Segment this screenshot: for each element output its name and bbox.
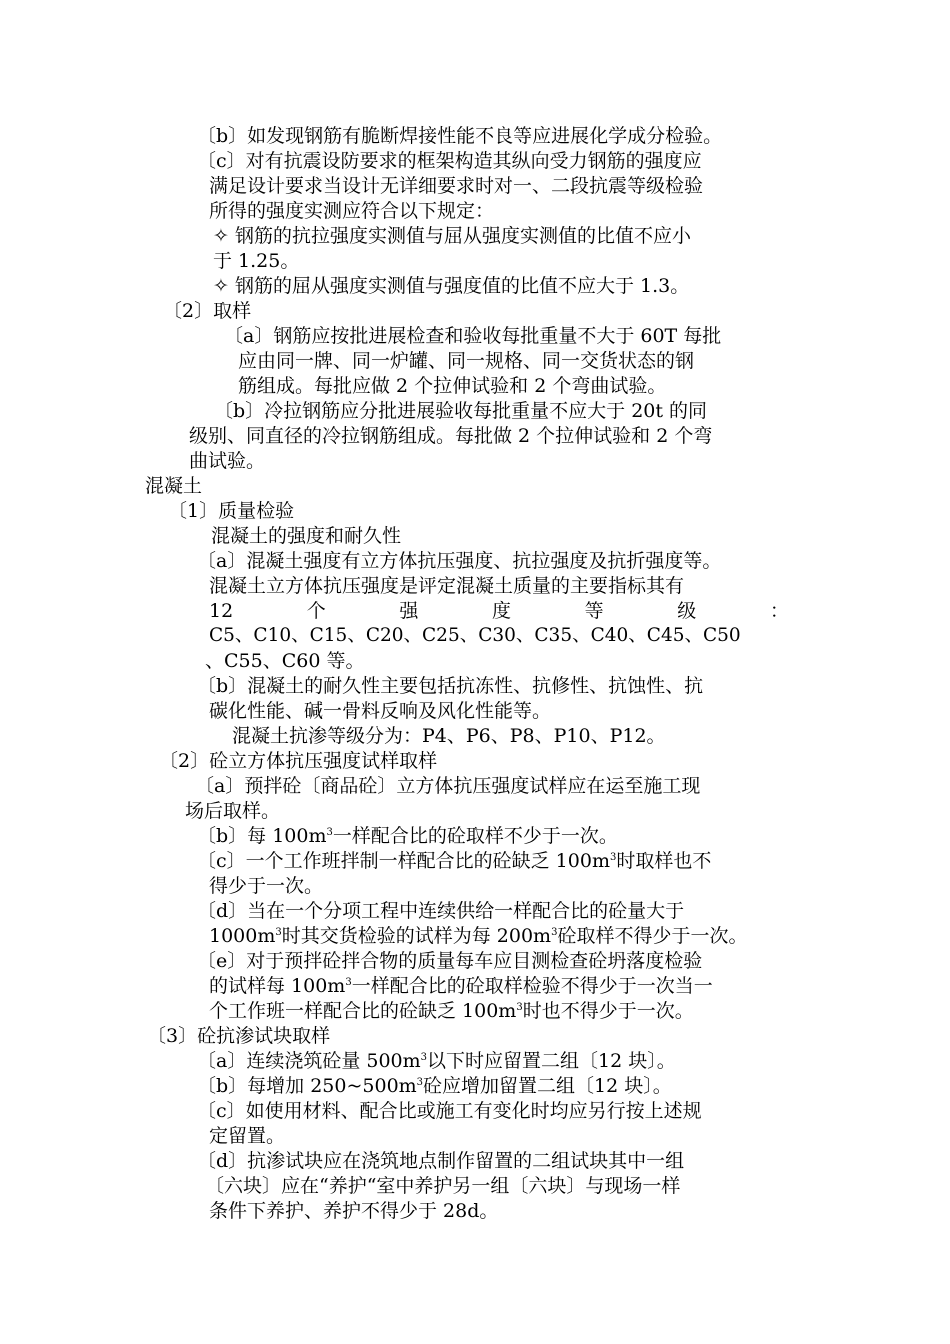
quality-subtitle: 混凝土的强度和耐久性 — [211, 525, 402, 547]
cube-e-line3 — [209, 999, 694, 1024]
text: 个工作班一样配合比的砼缺乏 100m — [209, 1000, 517, 1022]
text: 砼应增加留置二组〔12 块〕。 — [423, 1075, 672, 1097]
cube-a-line1: 〔a〕预拌砼〔商品砼〕立方体抗压强度试样应在运至施工现 — [195, 775, 701, 797]
cube-d-line2 — [209, 924, 747, 949]
sampling-b-line2: 级别、同直径的冷拉钢筋组成。每批做 2 个拉伸试验和 2 个弯 — [189, 425, 713, 447]
text: 〔a〕连续浇筑砼量 500m — [197, 1050, 421, 1072]
cube-e-line2 — [209, 974, 713, 999]
sampling-title: 〔2〕取样 — [163, 300, 252, 322]
sampling-b-line1: 〔b〕冷拉钢筋应分批进展验收每批重量不应大于 20t 的同 — [214, 400, 708, 422]
text: 1000m — [209, 925, 276, 947]
word: 级 — [677, 600, 697, 622]
text: 以下时应留置二组〔12 块〕。 — [427, 1050, 676, 1072]
text: 〔b〕每增加 250~500m — [197, 1075, 417, 1097]
text: 时取样也不 — [616, 850, 712, 872]
quality-a-line2: 混凝土立方体抗压强度是评定混凝土质量的主要指标其有 — [209, 575, 685, 597]
superscript: 3 — [609, 852, 617, 863]
cube-a-line2: 场后取样。 — [185, 800, 281, 822]
word: ： — [769, 600, 789, 622]
text: 〔b〕每 100m — [197, 825, 327, 847]
superscript: 3 — [516, 1002, 523, 1013]
superscript: 3 — [326, 827, 333, 838]
word: 12 — [209, 600, 234, 622]
text: 一样配合比的砼取样不少于一次。 — [332, 825, 618, 847]
impermeability-grades: 混凝土抗渗等级分为：P4、P6、P8、P10、P12。 — [232, 725, 666, 747]
text: 〔c〕一个工作班拌制一样配合比的砼缺乏 100m — [197, 850, 610, 872]
bullet-1-line1: ✧ 钢筋的抗拉强度实测值与屈从强度实测值的比值不应小 — [213, 225, 691, 247]
cube-b — [197, 824, 618, 849]
word: 强 — [399, 600, 419, 622]
steel-item-c-line2: 满足设计要求当设计无详细要求时对一、二段抗震等级检验 — [209, 175, 704, 197]
text: 时也不得少于一次。 — [522, 1000, 694, 1022]
cube-e-line1: 〔e〕对于预拌砼拌合物的质量每车应目测检查砼坍落度检验 — [197, 950, 703, 972]
cube-c-line1 — [197, 849, 711, 874]
text: 时其交货检验的试样为每 200m — [281, 925, 552, 947]
grade-list: C5、C10、C15、C20、C25、C30、C35、C40、C45、C50 — [209, 625, 741, 646]
text: 的试样每 100m — [209, 975, 346, 997]
grade-list-end: 、C55、C60 等。 — [205, 650, 365, 672]
impermeability-d-line3: 条件下养护、养护不得少于 28d。 — [209, 1200, 499, 1222]
word: 等 — [584, 600, 604, 622]
cube-c-line2: 得少于一次。 — [209, 875, 324, 897]
concrete-heading: 混凝土 — [145, 475, 203, 497]
quality-b-line2: 碳化性能、碱一骨料反响及风化性能等。 — [209, 700, 552, 722]
impermeability-a — [197, 1049, 676, 1074]
superscript: 3 — [551, 927, 558, 938]
text: 一样配合比的砼取样检验不得少于一次当一 — [351, 975, 713, 997]
bullet-1-line2: 于 1.25。 — [213, 250, 300, 272]
superscript: 3 — [345, 977, 352, 988]
quality-a-line1: 〔a〕混凝土强度有立方体抗压强度、抗拉强度及抗折强度等。 — [197, 550, 722, 572]
sampling-b-line3: 曲试验。 — [189, 450, 266, 472]
sampling-a-line1: 〔a〕钢筋应按批进展检查和验收每批重量不大于 60T 每批 — [224, 325, 722, 347]
quality-b-line1: 〔b〕混凝土的耐久性主要包括抗冻性、抗修性、抗蚀性、抗 — [197, 675, 704, 697]
bullet-2: ✧ 钢筋的屈从强度实测值与强度值的比值不应大于 1.3。 — [213, 275, 690, 297]
impermeability-d-line2: 〔六块〕应在“养护“室中养护另一组〔六块〕与现场一样 — [205, 1175, 681, 1197]
impermeability-c-line2: 定留置。 — [209, 1125, 286, 1147]
impermeability-d-line1: 〔d〕抗渗试块应在浇筑地点制作留置的二组试块其中一组 — [197, 1150, 685, 1172]
impermeability-b — [197, 1074, 672, 1099]
steel-item-c-line1: 〔c〕对有抗震设防要求的框架构造其纵向受力钢筋的强度应 — [197, 150, 702, 172]
sampling-a-line2: 应由同一牌、同一炉罐、同一规格、同一交货状态的钢 — [238, 350, 695, 372]
steel-item-b: 〔b〕如发现钢筋有脆断焊接性能不良等应进展化学成分检验。 — [197, 125, 723, 147]
superscript: 3 — [275, 927, 282, 938]
impermeability-sampling-title: 〔3〕砼抗渗试块取样 — [147, 1025, 331, 1047]
superscript: 3 — [416, 1077, 424, 1088]
superscript: 3 — [420, 1052, 428, 1063]
cube-d-line1: 〔d〕当在一个分项工程中连续供给一样配合比的砼量大于 — [197, 900, 685, 922]
text: 砼取样不得少于一次。 — [557, 925, 748, 947]
quality-a-line3 — [209, 599, 789, 624]
impermeability-c-line1: 〔c〕如使用材料、配合比或施工有变化时均应另行按上述规 — [197, 1100, 702, 1122]
word: 个 — [306, 600, 326, 622]
quality-title: 〔1〕质量检验 — [168, 500, 295, 522]
steel-item-c-line3: 所得的强度实测应符合以下规定： — [209, 200, 495, 222]
sampling-a-line3: 筋组成。每批应做 2 个拉伸试验和 2 个弯曲试验。 — [238, 375, 667, 397]
cube-sampling-title: 〔2〕砼立方体抗压强度试样取样 — [159, 750, 438, 772]
word: 度 — [492, 600, 512, 622]
